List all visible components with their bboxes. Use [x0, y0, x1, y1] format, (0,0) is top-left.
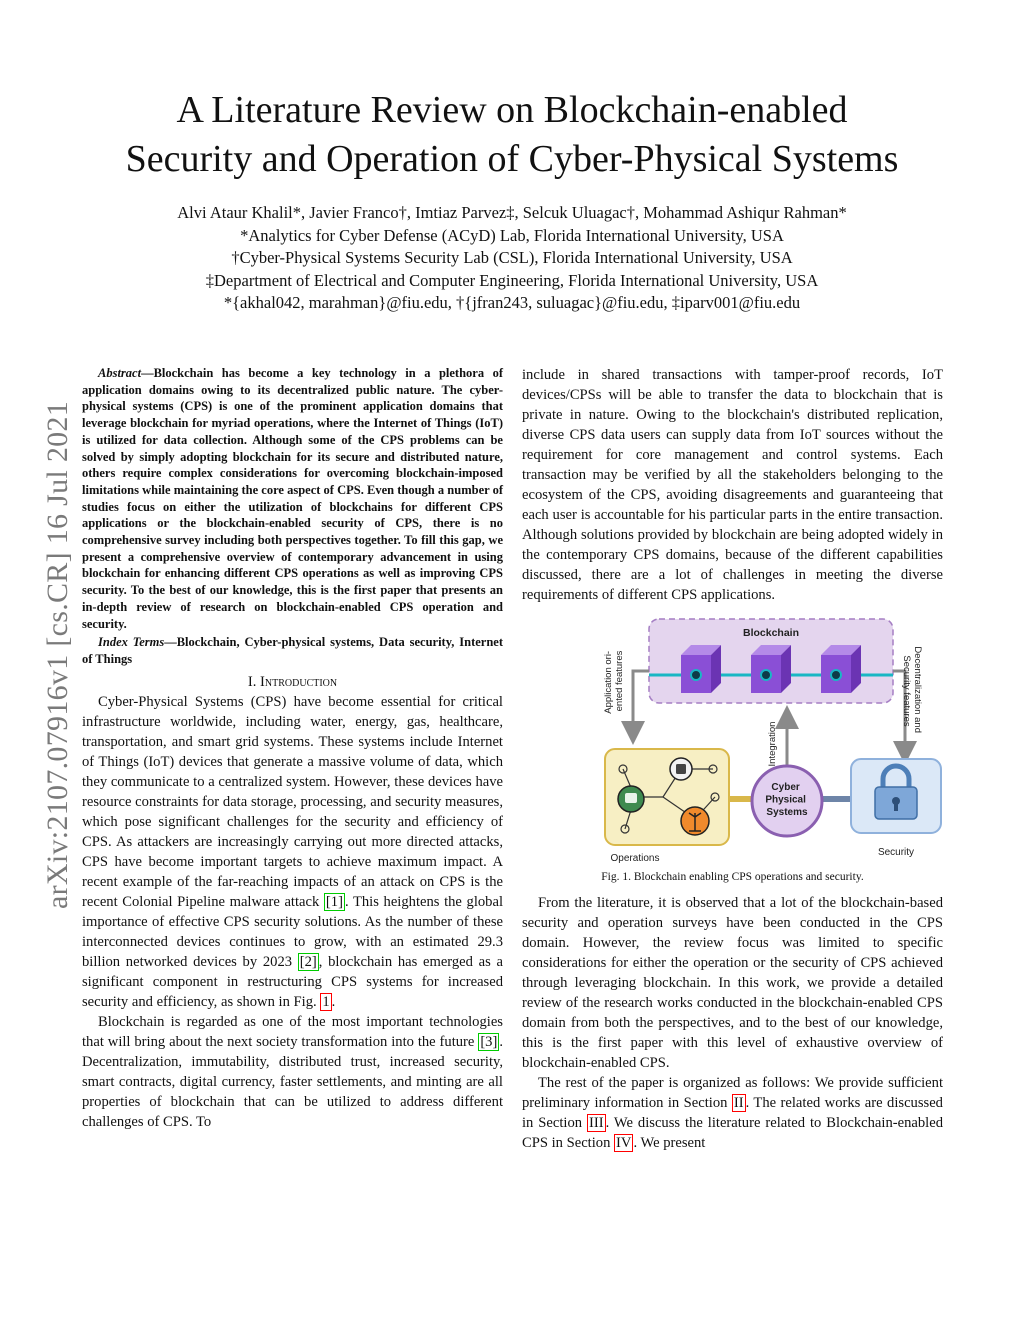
meter-icon-body: [676, 764, 686, 774]
figure-1-caption: Fig. 1. Blockchain enabling CPS operations and security.: [601, 871, 864, 883]
app-features-arrow: [633, 671, 649, 739]
security-features-label: [901, 646, 923, 735]
index-terms-text: —Blockchain, Cyber-physical systems, Data security, Internet of Things: [82, 635, 503, 666]
block-cube-3: [821, 645, 861, 693]
right-paragraph-3: [522, 1073, 943, 1153]
section-4-link[interactable]: IV: [616, 1135, 632, 1151]
security-label: Security: [877, 847, 914, 858]
robot-icon-face: [625, 793, 637, 803]
right-p3-text-c: . We discuss the literature related to Blockchain-enabled CPS in Section: [522, 1115, 943, 1151]
affiliation-2: †Cyber-Physical Systems Security Lab (CSL), Florida International University, USA: [231, 248, 793, 267]
paper-title: [70, 86, 954, 184]
security-features-line-2: Security features: [900, 655, 912, 727]
app-features-line-1: Application ori-: [602, 650, 614, 714]
app-features-label: [603, 648, 625, 713]
title-line-2: Security and Operation of Cyber-Physical Systems: [125, 138, 899, 180]
intro-p2-text-b: . Decentralization, immutability, distributed trust, increased security, smart contracts, digital currency, faster settlements, and minting are all properties of blockchain that can be utilized to address different challenges of CPS. To: [82, 1033, 503, 1130]
section-number: I.: [247, 673, 261, 690]
intro-paragraph-1: [82, 692, 503, 1012]
block-cube-1: [681, 645, 721, 693]
cps-label-line-1: Cyber: [770, 782, 800, 793]
cps-label: [765, 782, 808, 818]
author-emails: *{akhal042, marahman}@fiu.edu, †{jfran243, suluagac}@fiu.edu, ‡iparv001@fiu.edu: [223, 293, 801, 312]
cps-blockchain-diagram: [563, 619, 923, 867]
affiliation-1: *Analytics for Cyber Defense (ACyD) Lab, Florida International University, USA: [240, 225, 784, 245]
section-heading-introduction: [82, 672, 503, 692]
integration-label: Integration: [766, 721, 778, 767]
citation-2-link[interactable]: [2]: [299, 953, 317, 970]
security-features-line-1: Decentralization and: [911, 646, 923, 733]
title-line-1: A Literature Review on Blockchain-enabled: [176, 89, 848, 131]
abstract-text: —Blockchain has become a key technology in a plethora of application domains owing to its decentralized public nature. The cyber-physical systems (CPS) is one of the prominent application domains that leverage blockchain for myriad operations, where the Internet of Things (IoT) is utilized for data collection. Although some of the CPS problems can be solved by simply adopting blockchain for its secure and distributed nature, others require complex considerations for overcoming blockchain-imposed limitations while maintaining the core aspect of CPS. Even though a number of studies focus on either the utilization of blockchains for different CPS applications or the blockchain-enabled security of CPS, there is no comprehensive survey including both perspectives together. To fill this gap, we present a comprehensive overview of contemporary advancement in using blockchain for enhancing different CPS operations as well as improving CPS security. To the best of our knowledge, this is the first paper that presents an in-depth review of research on blockchain-enabled CPS operation and security.: [82, 366, 503, 631]
cps-label-line-2: Physical: [764, 794, 806, 806]
right-paragraph-1: include in shared transactions with tamper-proof records, IoT devices/CPSs will be able to transfer the data to blockchain that is private in nature. Owing to the blockchain's distributed replication, diverse CPS data users can supply data from IoT sources without the requirement for core management and control systems. Each transaction may be verified by all the stakeholders belonging to the ecosystem of the CPS, avoiding disagreements and guaranteeing that each user is accountable for his particular parts in the entire transaction. Although solutions provided by blockchain are being adopted widely in the contemporary CPS domains, because of the different capabilities discussed, there are a lot of challenges in meeting the diverse requirements of different CPS applications.: [522, 367, 943, 603]
affiliation-3: ‡Department of Electrical and Computer Engineering, Florida International University, USA: [205, 270, 819, 290]
intro-p1-text-b: . This heightens the global importance of effective CPS security solutions. As the number of these interconnected devices continues to grow, with an estimated 29.3 billion networked devices by 2023: [82, 893, 503, 970]
app-features-line-2: ented features: [613, 650, 625, 712]
citation-3-link[interactable]: [3]: [480, 1033, 498, 1050]
author-block: [70, 202, 954, 315]
arxiv-stamp: arXiv:2107.07916v1 [cs.CR] 16 Jul 2021: [41, 400, 74, 910]
figure-1: [522, 619, 943, 885]
right-p3-text-d: . We present: [633, 1135, 706, 1151]
abstract: [82, 365, 503, 632]
citation-1-link[interactable]: [1]: [325, 893, 343, 910]
blockchain-label: Blockchain: [742, 627, 799, 639]
index-terms: [82, 634, 503, 667]
intro-p2-text-a: Blockchain is regarded as one of the most important technologies that will bring about the next society transformation into the future: [82, 1013, 503, 1050]
author-names: Alvi Ataur Khalil*, Javier Franco†, Imtiaz Parvez‡, Selcuk Uluagac†, Mohammad Ashiqur Rahman*: [177, 203, 847, 222]
left-column: [82, 365, 503, 1132]
right-p3-text-a: The rest of the paper is organized as follows: We provide sufficient preliminary information in Section: [522, 1075, 943, 1111]
intro-paragraph-2: [82, 1012, 503, 1132]
right-paragraph-2: From the literature, it is observed that a lot of the blockchain-based security and operation surveys have been conducted in the CPS domain. However, the review focus was limited to specific considerations for either the operation or the security of CPS achieved through leveraging blockchain. In this work, we provide a detailed review of the research works conducted in the blockchain-enabled CPS domain from both the perspectives, and to the best of our knowledge, this is the first paper with this level of exhaustive overview of blockchain-enabled CPS.: [522, 895, 943, 1071]
block-cube-2: [751, 645, 791, 693]
intro-p1-text-d: .: [331, 993, 336, 1010]
intro-p1-text-a: Cyber-Physical Systems (CPS) have become essential for critical infrastructure worldwide, including water, energy, gas, healthcare, transportation, and smart grid systems. These systems include Internet of Things (IoT) devices that generate a massive volume of data, which they communicate to a centralized system. However, these devices have resource constraints for data storage, processing, and security measures, which pose significant challenges for the security and efficiency of CPS. As attackers are increasingly carrying out more directed attacks, CPS have become important targets to achieve maximum impact. A recent example of the far-reaching impacts of an attack on CPS is the recent Colonial Pipeline malware attack: [82, 693, 503, 910]
figure-1-link[interactable]: 1: [322, 993, 330, 1010]
section-2-link[interactable]: II: [733, 1095, 744, 1111]
abstract-label: Abstract: [98, 366, 142, 380]
right-p3-text-b: . The related works are discussed in Section: [522, 1095, 943, 1131]
operations-label: Operations: [610, 853, 659, 864]
section-3-link[interactable]: III: [589, 1115, 604, 1131]
right-column: [522, 365, 943, 1153]
cps-label-line-3: Systems: [765, 807, 808, 818]
section-title: Introduction: [260, 673, 338, 690]
index-terms-label: Index Terms: [98, 635, 165, 650]
intro-p1-text-c: , blockchain has emerged as a significant component in restructuring CPS systems for increased security and efficiency, as shown in Fig.: [82, 953, 503, 1010]
